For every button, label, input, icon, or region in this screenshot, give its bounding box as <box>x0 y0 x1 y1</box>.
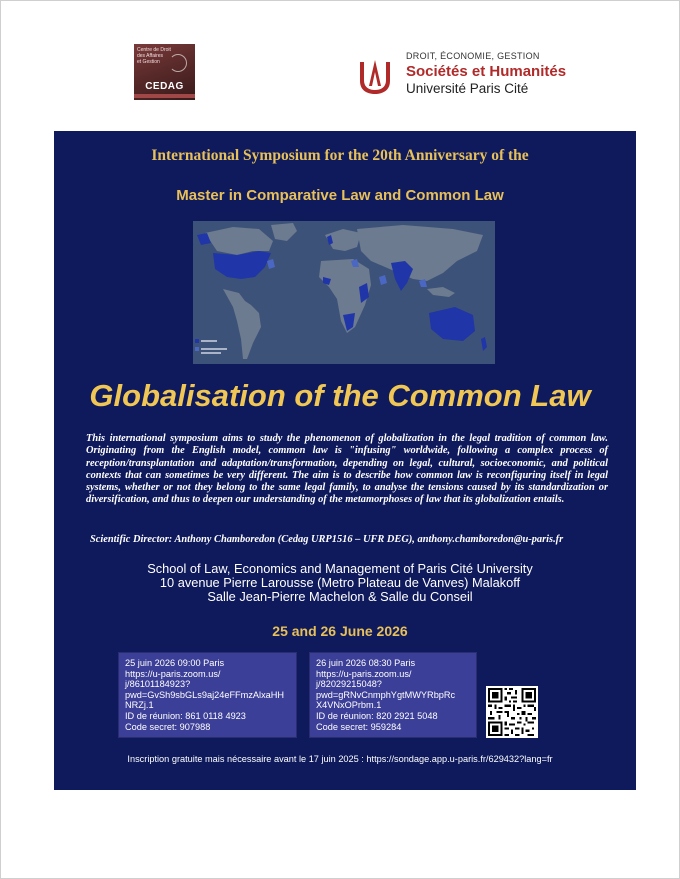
university-name: Université Paris Cité <box>406 81 529 96</box>
zoom-passcode: Code secret: 959284 <box>316 721 402 732</box>
university-faculty: DROIT, ÉCONOMIE, GESTION <box>406 51 540 61</box>
venue-rooms: Salle Jean-Pierre Machelon & Salle du Conseil <box>207 589 473 605</box>
zoom-meeting-id: ID de réunion: 820 2921 5048 <box>316 710 438 721</box>
qr-code-icon[interactable] <box>486 686 538 738</box>
zoom-info-day2 <box>309 652 477 738</box>
zoom-link[interactable]: https://u-paris.zoom.us/ <box>316 668 412 679</box>
university-school: Sociétés et Humanités <box>406 63 567 80</box>
zoom-link[interactable]: pwd=GvSh9sbGLs9aj24eFFmzAlxaHH <box>125 689 285 700</box>
zoom-passcode: Code secret: 907988 <box>125 721 211 732</box>
zoom-link[interactable]: NRZj.1 <box>125 700 154 711</box>
zoom-link[interactable]: pwd=gRNvCnmphYgtMWYRbpRc <box>316 689 456 700</box>
symposium-heading: International Symposium for the 20th Anniversary of the <box>151 147 529 164</box>
zoom-link[interactable]: X4VNxOPrbm.1 <box>316 700 382 711</box>
university-emblem-icon <box>356 56 394 96</box>
master-heading: Master in Comparative Law and Common Law <box>176 187 504 204</box>
cedag-swirl-icon <box>169 54 187 72</box>
zoom-link[interactable]: j/82029215048? <box>316 679 382 690</box>
zoom-meeting-id: ID de réunion: 861 0118 4923 <box>125 710 246 721</box>
zoom-info-day1 <box>118 652 297 738</box>
zoom-datetime: 26 juin 2026 08:30 Paris <box>316 658 416 668</box>
venue-address: 10 avenue Pierre Larousse (Metro Plateau de Vanves) Malakoff <box>159 575 521 591</box>
cedag-band <box>134 94 195 98</box>
scientific-director: Scientific Director: Anthony Chamboredon (Cedag URP1516 – UFR DEG), anthony.chamboredon@u-paris.fr <box>90 534 564 545</box>
world-map <box>193 221 495 364</box>
event-dates: 25 and 26 June 2026 <box>272 623 408 639</box>
venue-info <box>0 562 680 605</box>
cedag-name: CEDAG <box>145 81 184 92</box>
cedag-small-text: Centre de Droit des Affaires et Gestion <box>137 47 171 65</box>
zoom-link[interactable]: https://u-paris.zoom.us/ <box>125 668 221 679</box>
main-title: Globalisation of the Common Law <box>89 378 591 413</box>
inscription-note: Inscription gratuite mais nécessaire avant le 17 juin 2025 : https://sondage.app.u-paris.fr/629432?lang=fr <box>127 754 553 764</box>
zoom-link[interactable]: j/86101184923? <box>125 679 191 690</box>
zoom-datetime: 25 juin 2026 09:00 Paris <box>125 658 225 668</box>
cedag-logo <box>134 44 195 100</box>
venue-school: School of Law, Economics and Management of Paris Cité University <box>147 561 533 576</box>
abstract-text: This international symposium aims to study the phenomenon of globalization in the legal tradition of common law. Originating from the English model, common law is "infusing" worldwide, following a complex process of reception/transplantation and adaptation/transformation, depending on legal, cultural, socioeconomic, and political contexts that can sometimes be very different. The aim is to describe how common law is reconfiguring itself in legal systems, whether or not they belong to the same legal family, to analyse the tensions caused by its standardization or diversification, and thus to deepen our understanding of the metamorphoses of law that its globalization entails. <box>86 433 608 506</box>
